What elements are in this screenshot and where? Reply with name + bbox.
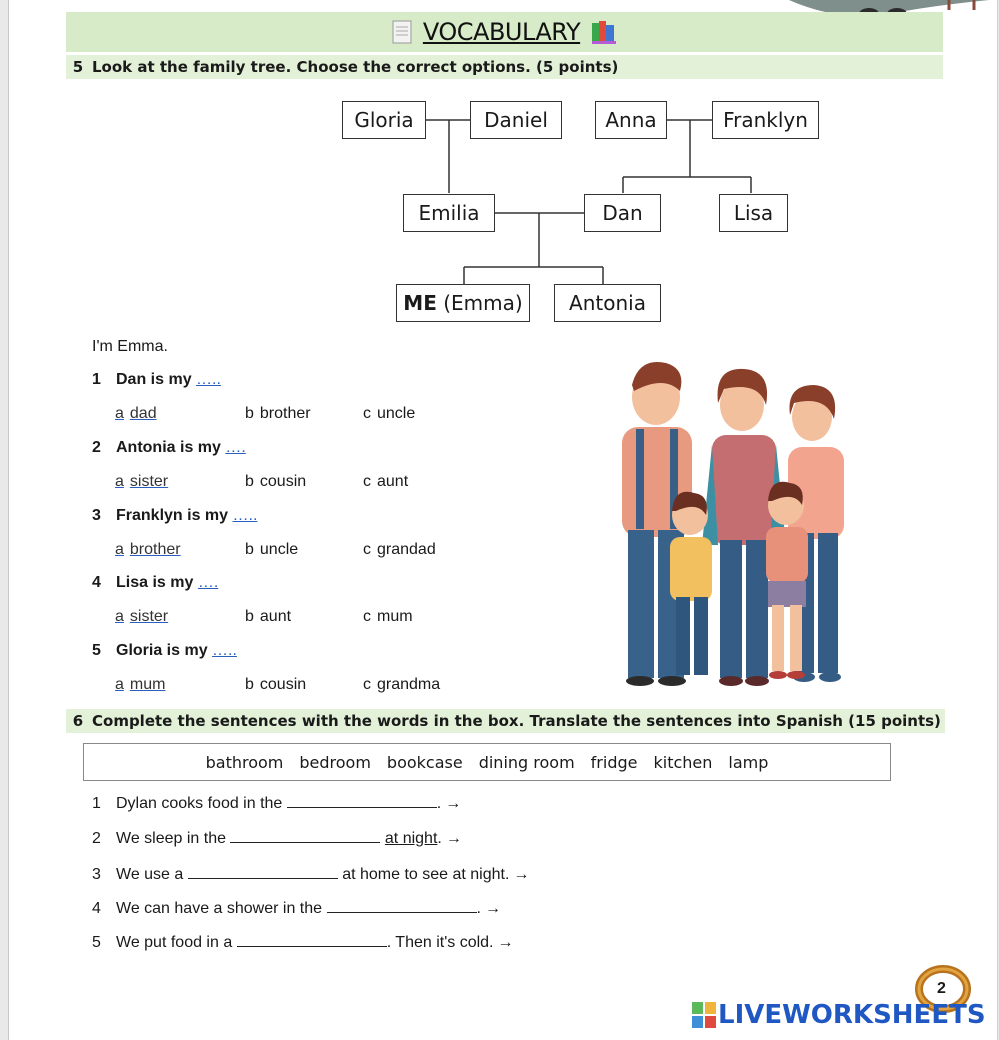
sentence-number: 5: [92, 934, 101, 951]
option-letter: b: [245, 676, 254, 693]
option-letter: c: [363, 541, 371, 558]
question-number: 4: [92, 574, 101, 591]
question-5: [92, 642, 237, 660]
section-5-instruction: Look at the family tree. Choose the correct options. (5 points): [92, 58, 619, 76]
section-5-number: 5: [72, 58, 84, 76]
answer-line[interactable]: [188, 864, 338, 879]
word-fridge: fridge: [590, 752, 638, 772]
tree-emilia: Emilia: [403, 194, 495, 232]
option-text: brother: [129, 541, 181, 558]
option-letter: a: [115, 405, 124, 422]
tree-antonia: Antonia: [554, 284, 661, 322]
section-6-number: 6: [72, 712, 84, 730]
question-1: [92, 371, 221, 389]
sentence-text: We put food in a: [116, 934, 233, 951]
sentence-end: . Then it's cold.: [386, 934, 494, 951]
sentence-text: We can have a shower in the: [116, 900, 323, 917]
word-box: [83, 743, 891, 781]
answer-line[interactable]: [237, 932, 387, 947]
sentence-end: .: [437, 830, 442, 847]
option-b[interactable]: [245, 676, 306, 694]
option-letter: b: [245, 405, 254, 422]
liveworksheets-logo[interactable]: [692, 1000, 986, 1030]
question-text: Franklyn is my: [116, 507, 229, 524]
section-6-header: [66, 709, 945, 733]
option-text: dad: [129, 405, 157, 422]
option-text: cousin: [259, 473, 307, 490]
question-number: 1: [92, 371, 101, 388]
question-4: [92, 574, 218, 592]
option-letter: a: [115, 541, 124, 558]
sentence-2: [92, 828, 462, 848]
option-letter: a: [115, 676, 124, 693]
option-letter: b: [245, 473, 254, 490]
question-number: 2: [92, 439, 101, 456]
arrow-icon: →: [445, 795, 462, 812]
question-number: 5: [92, 642, 101, 659]
option-letter: b: [245, 541, 254, 558]
question-text: Gloria is my: [116, 642, 208, 659]
word-bathroom: bathroom: [205, 752, 284, 772]
option-b[interactable]: [245, 473, 306, 491]
page-title: VOCABULARY: [422, 18, 581, 46]
option-text: uncle: [377, 405, 416, 422]
answer-line[interactable]: [287, 793, 437, 808]
question-number: 3: [92, 507, 101, 524]
option-text: brother: [259, 405, 311, 422]
sentence-1: [92, 793, 461, 813]
tree-daniel: Daniel: [470, 101, 562, 139]
option-letter: c: [363, 608, 371, 625]
option-text: uncle: [259, 541, 299, 558]
answer-blank[interactable]: ….: [225, 439, 246, 456]
answer-line[interactable]: [327, 898, 477, 913]
option-c[interactable]: [363, 405, 415, 423]
family-illustration: [594, 355, 864, 690]
option-a[interactable]: [115, 405, 157, 423]
question-text: Dan is my: [116, 371, 192, 388]
option-letter: a: [115, 608, 124, 625]
option-c[interactable]: [363, 541, 436, 559]
word-dining-room: dining room: [478, 752, 575, 772]
option-letter: a: [115, 473, 124, 490]
question-2: [92, 439, 246, 457]
intro-text: I'm Emma.: [92, 338, 168, 355]
section-6-instruction: Complete the sentences with the words in the box. Translate the sentences into Spanish (15 points): [92, 712, 941, 730]
brand-name: LIVEWORKSHEETS: [718, 1000, 986, 1030]
arrow-icon: →: [513, 866, 530, 883]
sentence-underlined: at night: [384, 830, 438, 847]
option-text: aunt: [259, 608, 292, 625]
option-letter: c: [363, 405, 371, 422]
boy-figure: [670, 492, 712, 675]
sentence-4: [92, 898, 501, 918]
option-text: cousin: [259, 676, 307, 693]
tree-me-label: ME: [403, 291, 437, 315]
answer-blank[interactable]: …..: [232, 507, 258, 524]
option-text: grandma: [377, 676, 441, 693]
option-c[interactable]: [363, 676, 440, 694]
tree-emma-label: (Emma): [443, 291, 523, 315]
question-text: Lisa is my: [116, 574, 194, 591]
option-text: sister: [129, 608, 169, 625]
option-a[interactable]: [115, 541, 181, 559]
tree-lisa: Lisa: [719, 194, 788, 232]
sentence-5: [92, 932, 514, 952]
tree-franklyn: Franklyn: [712, 101, 819, 139]
option-b[interactable]: [245, 608, 291, 626]
option-a[interactable]: [115, 608, 168, 626]
answer-blank[interactable]: …..: [196, 371, 221, 388]
page-number: 2: [937, 980, 946, 997]
arrow-icon: →: [445, 830, 462, 847]
option-a[interactable]: [115, 676, 165, 694]
word-kitchen: kitchen: [653, 752, 713, 772]
option-a[interactable]: [115, 473, 168, 491]
answer-blank[interactable]: ….: [197, 574, 219, 591]
option-text: aunt: [377, 473, 409, 490]
sentence-end: .: [436, 795, 442, 812]
sentence-end: .: [476, 900, 481, 917]
question-text: Antonia is my: [116, 439, 221, 456]
answer-blank[interactable]: …..: [212, 642, 237, 659]
word-bedroom: bedroom: [299, 752, 371, 772]
sentence-text: We use a: [116, 866, 184, 883]
sentence-number: 2: [92, 830, 101, 847]
sentence-text: We sleep in the: [116, 830, 226, 847]
sentence-3: [92, 864, 529, 884]
option-b[interactable]: [245, 541, 298, 559]
option-text: mum: [377, 608, 413, 625]
sentence-text: Dylan cooks food in the: [116, 795, 283, 812]
tree-gloria: Gloria: [342, 101, 426, 139]
option-b[interactable]: [245, 405, 311, 423]
logo-grid-icon: [692, 1002, 716, 1028]
word-lamp: lamp: [728, 752, 769, 772]
question-3: [92, 507, 257, 525]
child-figure: [766, 482, 808, 679]
answer-line[interactable]: [230, 828, 380, 843]
sentence-number: 3: [92, 866, 101, 883]
arrow-icon: →: [484, 900, 501, 917]
option-letter: c: [363, 676, 371, 693]
sentence-number: 1: [92, 795, 101, 812]
option-text: sister: [129, 473, 169, 490]
sentence-number: 4: [92, 900, 101, 917]
option-c[interactable]: [363, 473, 408, 491]
arrow-icon: →: [497, 934, 514, 951]
sentence-end: at home to see at night.: [342, 866, 510, 883]
option-letter: b: [245, 608, 254, 625]
word-bookcase: bookcase: [386, 752, 463, 772]
worksheet-page: [8, 0, 998, 1040]
option-text: mum: [129, 676, 166, 693]
option-letter: c: [363, 473, 371, 490]
tree-dan: Dan: [584, 194, 661, 232]
option-c[interactable]: [363, 608, 413, 626]
tree-me-emma: [396, 284, 530, 322]
option-text: grandad: [377, 541, 436, 558]
tree-anna: Anna: [595, 101, 667, 139]
